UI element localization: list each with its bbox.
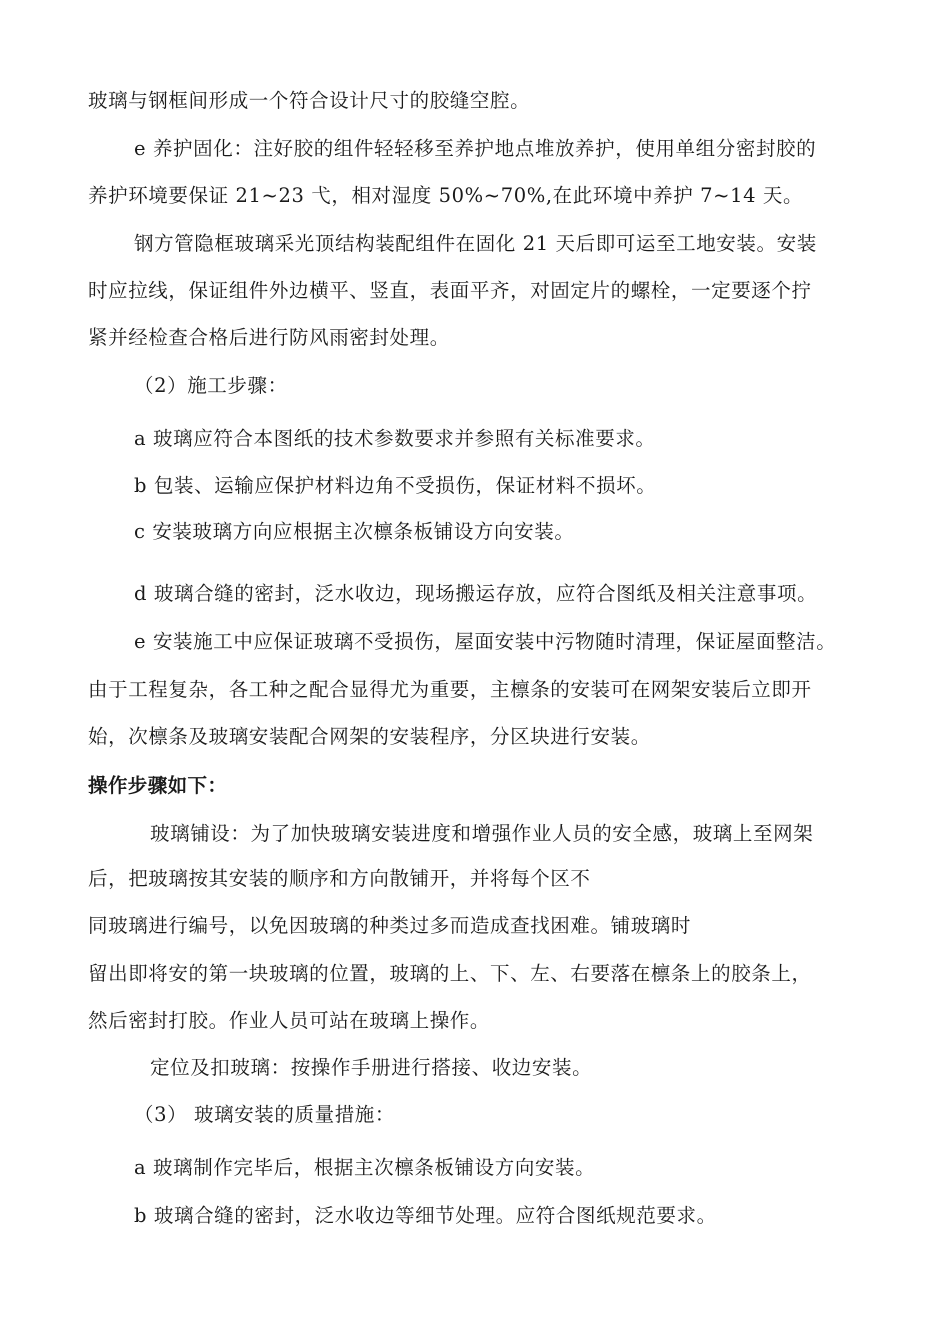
section-heading: （3） 玻璃安装的质量措施： (134, 1103, 396, 1126)
text-line: 紧并经检查合格后进行防风雨密封处理。 (88, 326, 450, 349)
section-heading: （2）施工步骤： (134, 374, 288, 397)
list-item: e 安装施工中应保证玻璃不受损伤，屋面安装中污物随时清理，保证屋面整洁。 (134, 630, 837, 653)
text-line: 始，次檩条及玻璃安装配合网架的安装程序，分区块进行安装。 (88, 725, 651, 748)
list-item: a 玻璃制作完毕后，根据主次檩条板铺设方向安装。 (134, 1156, 596, 1179)
text-line: 后，把玻璃按其安装的顺序和方向散铺开，并将每个区不 (88, 867, 591, 890)
text-line: 玻璃与钢框间形成一个符合设计尺寸的胶缝空腔。 (88, 89, 531, 112)
text-line: 养护环境要保证 21~23 弋，相对湿度 50%~70%,在此环境中养护 7~14 天。 (88, 184, 804, 207)
text-line: 玻璃铺设：为了加快玻璃安装进度和增强作业人员的安全感，玻璃上至网架 (150, 822, 814, 845)
text-line: 由于工程复杂，各工种之配合显得尤为重要，主檩条的安装可在网架安装后立即开 (88, 678, 812, 701)
text-line: 钢方管隐框玻璃采光顶结构装配组件在固化 21 天后即可运至工地安装。安装 (134, 232, 817, 255)
text-line: 时应拉线，保证组件外边横平、竖直，表面平齐，对固定片的螺栓，一定要逐个拧 (88, 279, 812, 302)
text-line: 同玻璃进行编号，以免因玻璃的种类过多而造成查找困难。铺玻璃时 (88, 914, 692, 937)
list-item: a 玻璃应符合本图纸的技术参数要求并参照有关标准要求。 (134, 427, 656, 450)
bold-heading: 操作步骤如下： (88, 774, 228, 797)
list-item: b 玻璃合缝的密封，泛水收边等细节处理。应符合图纸规范要求。 (134, 1204, 717, 1227)
list-item: c 安装玻璃方向应根据主次檩条板铺设方向安装。 (134, 520, 575, 543)
list-item: d 玻璃合缝的密封，泛水收边，现场搬运存放，应符合图纸及相关注意事项。 (134, 582, 818, 605)
text-line: 定位及扣玻璃：按操作手册进行搭接、收边安装。 (150, 1056, 593, 1079)
list-item: b 包装、运输应保护材料边角不受损伤，保证材料不损坏。 (134, 474, 657, 497)
text-line: e 养护固化：注好胶的组件轻轻移至养护地点堆放养护，使用单组分密封胶的 (134, 137, 817, 160)
text-line: 留出即将安的第一块玻璃的位置，玻璃的上、下、左、右要落在檩条上的胶条上， (88, 962, 812, 985)
text-line: 然后密封打胶。作业人员可站在玻璃上操作。 (88, 1009, 491, 1032)
